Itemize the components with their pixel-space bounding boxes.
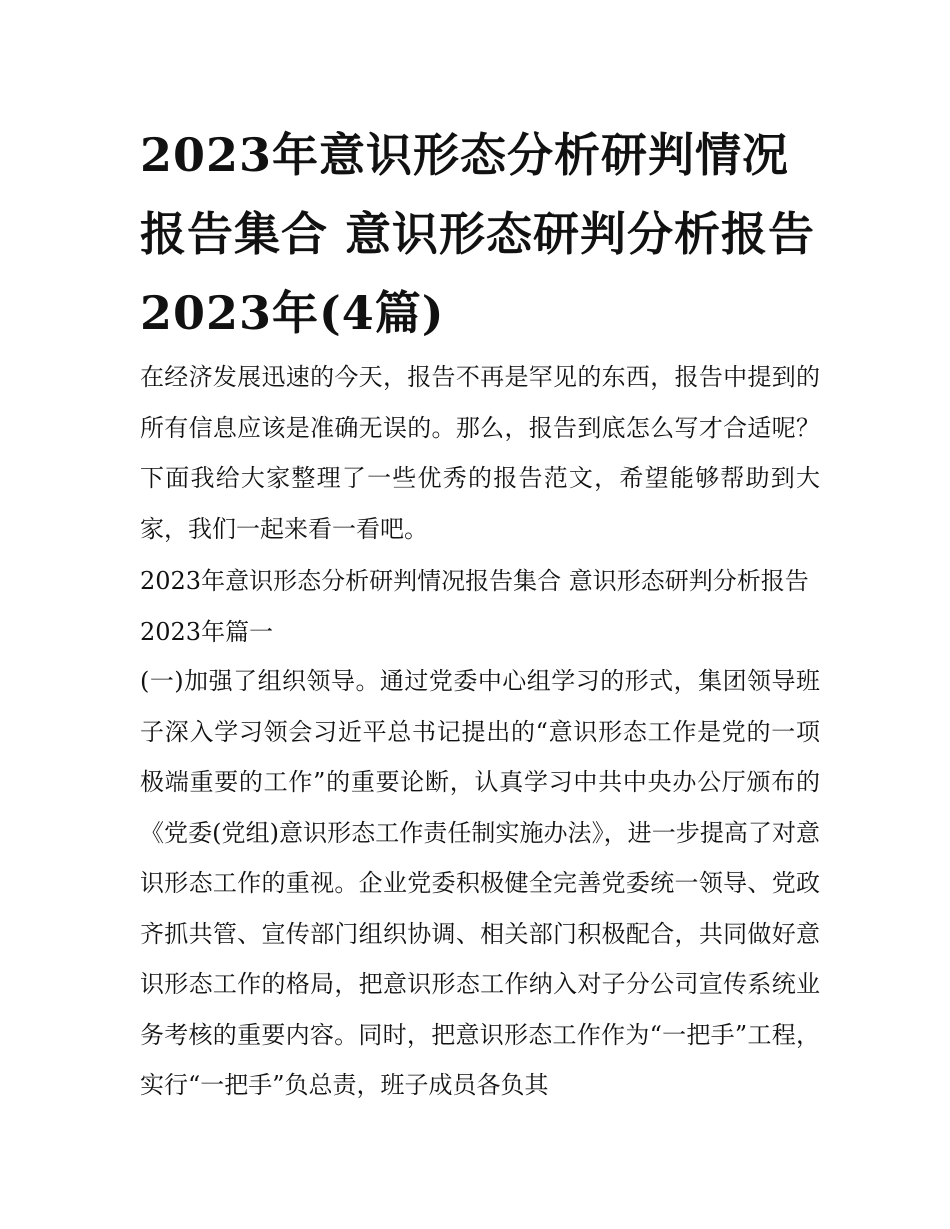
section-heading: 2023年意识形态分析研判情况报告集合 意识形态研判分析报告2023年篇一	[140, 567, 809, 646]
body-paragraph: (一)加强了组织领导。通过党委中心组学习的形式，集团领导班子深入学习领会习近平总书记提出的“意识形态工作是党的一项极端重要的工作”的重要论断，认真学习中共中央办公厅颁布的《党委(党组)意识形态工作责任制实施办法》，进一步提高了对意识形态工作的重视。企业党委积极健全完善党委统一领导、党政齐抓共管、宣传部门组织协调、相关部门积极配合，共同做好意识形态工作的格局，把意识形态工作纳入对子分公司宣传系统业务考核的重要内容。同时，把意识形态工作作为“一把手”工程，实行“一把手”负总责，班子成员各负其	[140, 667, 820, 1099]
intro-paragraph: 在经济发展迅速的今天，报告不再是罕见的东西，报告中提到的所有信息应该是准确无误的。那么，报告到底怎么写才合适呢？下面我给大家整理了一些优秀的报告范文，希望能够帮助到大家，我们一起来看一看吧。	[140, 363, 820, 543]
document-title: 2023年意识形态分析研判情况报告集合 意识形态研判分析报告2023年(4篇)	[140, 128, 816, 340]
